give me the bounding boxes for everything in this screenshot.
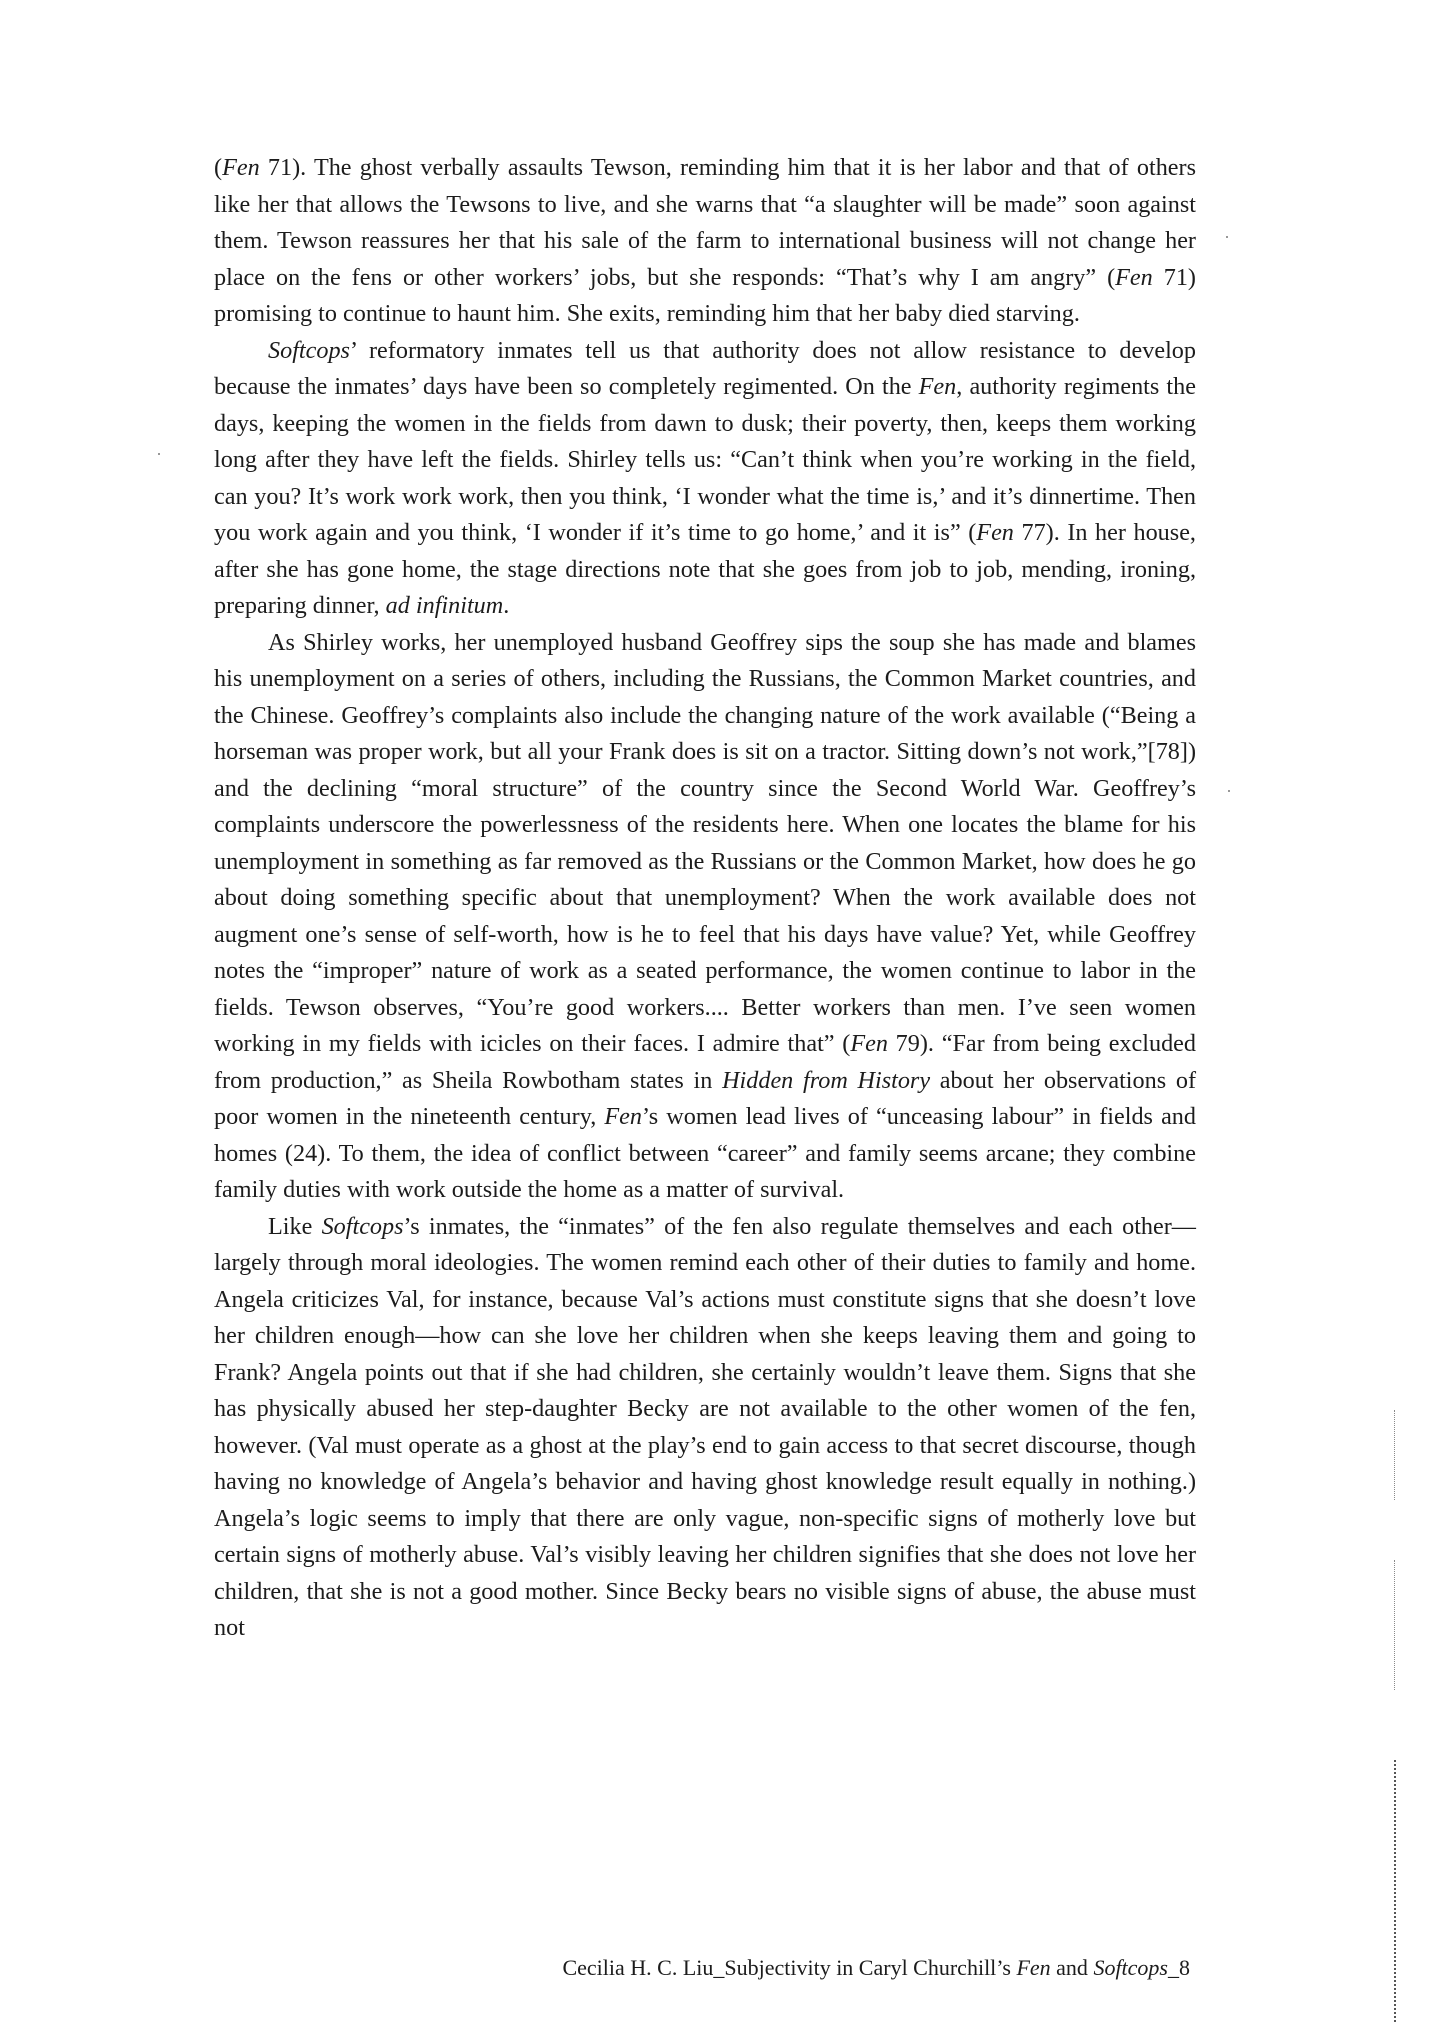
italic-text: Fen [1115, 263, 1153, 291]
italic-text: Hidden from History [722, 1066, 931, 1094]
text-run: 71) promising to continue to haunt him. She exits, reminding him that her baby died starving. [214, 263, 1196, 327]
italic-text: Fen [604, 1103, 642, 1130]
italic-text: Fen [918, 373, 957, 400]
italic-text: Fen [976, 519, 1014, 546]
scan-edge-mark [1394, 1560, 1395, 1690]
paragraph [214, 333, 1196, 625]
scan-speck [1226, 236, 1228, 238]
footer-middle: and [1050, 1955, 1094, 1980]
footer-title-softcops: Softcops [1093, 1955, 1168, 1980]
paragraph [214, 625, 1196, 1209]
text-run: 77). In her house, after she has gone home, the stage directions note that she goes from job to job, mending, ironing, preparing dinner, [214, 519, 1196, 619]
text-run: ’ reformatory inmates tell us that authority does not allow resistance to develop because the inmates’ days have been so completely regimented. On the [214, 336, 1196, 400]
paragraph [214, 1209, 1196, 1647]
text-run: ( [214, 154, 223, 181]
text-run: , authority regiments the days, keeping the women in the fields from dawn to dusk; their poverty, then, keeps them working long after they have left the fields. Shirley tells us: “Can’t think when you’re working in the field, can you? It’s work work work, then you think, ‘I wonder what the time is,’ and it’s dinnertime. Then you work again and you think, ‘I wonder if it’s time to go home,’ and it is” ( [214, 373, 1196, 546]
footer-prefix: Cecilia H. C. Liu_Subjectivity in Caryl Churchill’s [562, 1955, 1017, 1980]
footer-title-fen: Fen [1016, 1955, 1051, 1980]
italic-text: ad infinitum [385, 592, 504, 619]
italic-text: Fen [222, 154, 260, 181]
italic-text: Softcops [268, 336, 350, 364]
scan-edge-mark [1394, 1410, 1395, 1500]
scan-edge-mark [1394, 1760, 1396, 2022]
scan-speck [158, 453, 160, 455]
body-text [214, 150, 1196, 1647]
paragraph [214, 150, 1196, 333]
page-footer [562, 1953, 1190, 1983]
italic-text: Softcops [321, 1212, 404, 1240]
scan-speck [1228, 790, 1230, 792]
italic-text: Fen [850, 1030, 888, 1057]
text-run: 71). The ghost verbally assaults Tewson, reminding him that it is her labor and that of others like her that allows the Tewsons to live, and she warns that “a slaughter will be made” soon against them. Tewson reassures her that his sale of the farm to international business will not change her place on the fens or other workers’ jobs, but she responds: “That’s why I am angry” ( [214, 154, 1196, 291]
text-run: Like [268, 1212, 322, 1240]
text-run: ’s inmates, the “inmates” of the fen also regulate themselves and each other—largely through moral ideologies. The women remind each other of their duties to family and home. Angela criticizes Val, for instance, because Val’s actions must constitute signs that she doesn’t love her children enough—how can she love her children when she keeps leaving them and going to Frank? Angela points out that if she had children, she certainly wouldn’t leave them. Signs that she has physically abused her step-daughter Becky are not available to the other women of the fen, however. (Val must operate as a ghost at the play’s end to gain access to that secret discourse, though having no knowledge of Angela’s behavior and having ghost knowledge result equally in nothing.) Angela’s logic seems to imply that there are only vague, non-specific signs of motherly love but certain signs of motherly abuse. Val’s visibly leaving her children signifies that she does not love her children, that she is not a good mother. Since Becky bears no visible signs of abuse, the abuse must not [214, 1212, 1196, 1641]
text-run: about her observations of poor women in the nineteenth century, [214, 1066, 1196, 1130]
text-run: . [503, 592, 510, 619]
footer-page-number: _8 [1168, 1955, 1190, 1980]
text-run: 79). “Far from being excluded from production,” as Sheila Rowbotham states in [214, 1030, 1196, 1094]
text-run: ’s women lead lives of “unceasing labour” in fields and homes (24). To them, the idea of conflict between “career” and family seems arcane; they combine family duties with work outside the home as a matter of survival. [214, 1103, 1196, 1203]
text-run: As Shirley works, her unemployed husband Geoffrey sips the soup she has made and blames his unemployment on a series of others, including the Russians, the Common Market countries, and the Chinese. Geoffrey’s complaints also include the changing nature of the work available (“Being a horseman was proper work, but all your Frank does is sit on a tractor. Sitting down’s not work,”[78]) and the declining “moral structure” of the country since the Second World War. Geoffrey’s complaints underscore the powerlessness of the residents here. When one locates the blame for his unemployment in something as far removed as the Russians or the Common Market, how does he go about doing something specific about that unemployment? When the work available does not augment one’s sense of self-worth, how is he to feel that his days have value? Yet, while Geoffrey notes the “improper” nature of work as a seated performance, the women continue to labor in the fields. Tewson observes, “You’re good workers.... Better workers than men. I’ve seen women working in my fields with icicles on their faces. I admire that” ( [214, 628, 1196, 1057]
